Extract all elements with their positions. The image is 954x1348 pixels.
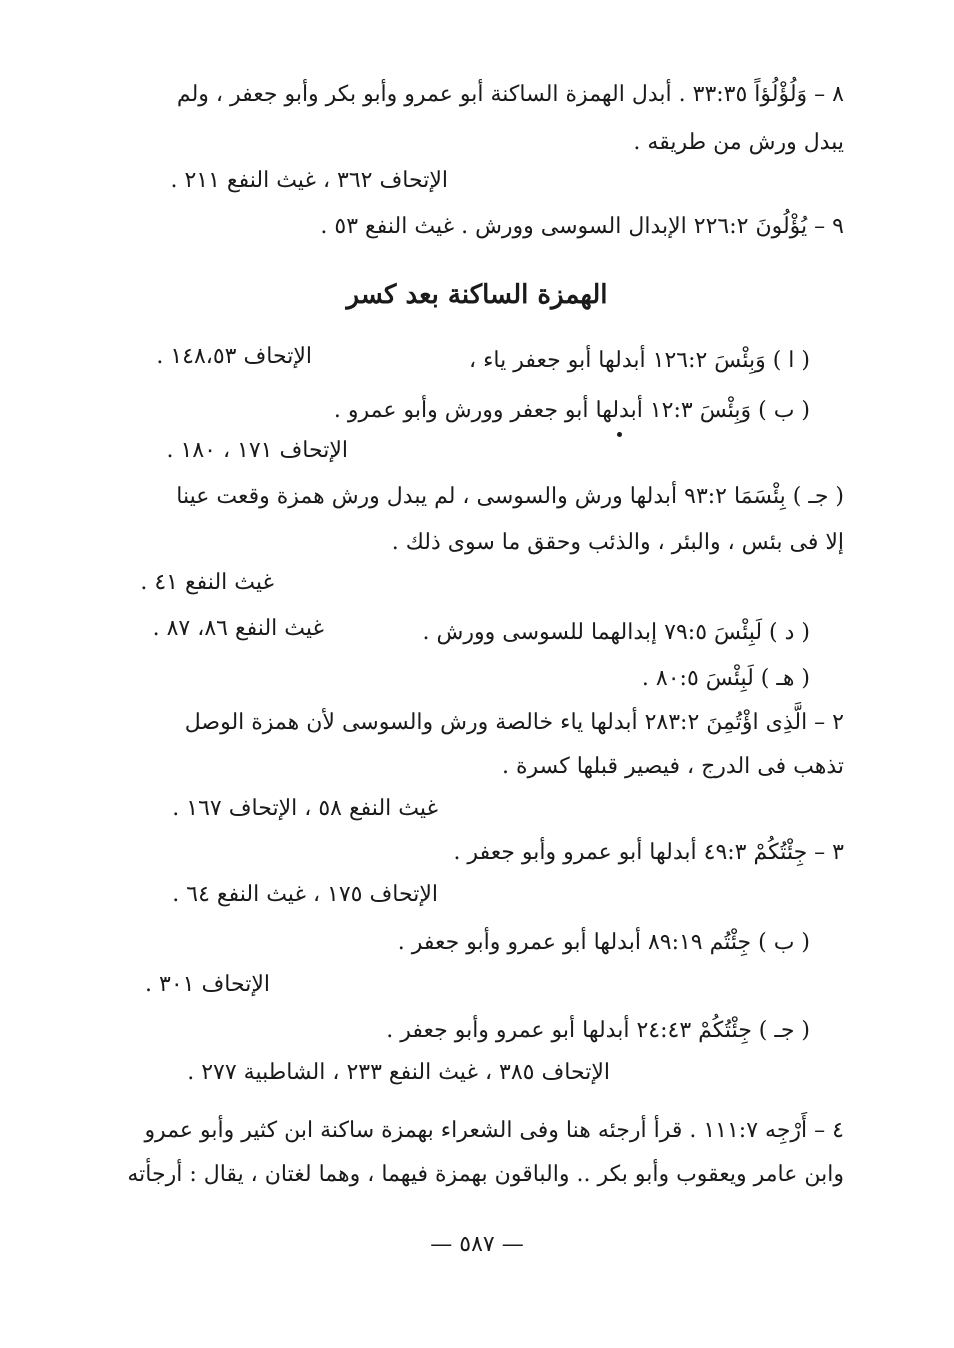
entry-1b-reference: الإتحاف ١٧١ ، ١٨٠ . bbox=[166, 438, 348, 463]
entry-1d-line: ( د ) لَبِئْسَ ٧٩:٥ إبدالهما للسوسى وورش . bbox=[422, 620, 810, 645]
page-number: — ٥٨٧ — bbox=[430, 1232, 524, 1257]
entry-1c-line-1: ( جـ ) بِئْسَمَا ٩٣:٢ أبدلها ورش والسوسى ، لم يبدل ورش همزة وقعت عينا bbox=[176, 484, 844, 509]
entry-1c-line-2: إلا فى بئس ، والبئر ، والذئب وحقق ما سوى ذلك . bbox=[391, 530, 844, 555]
entry-8-line-2: يبدل ورش من طريقه . bbox=[633, 130, 844, 155]
entry-8-line-1: ٨ – وَلُؤْلُؤاً ٣٣:٣٥ . أبدل الهمزة الساكنة أبو عمرو وأبو بكر وأبو جعفر ، ولم bbox=[176, 82, 844, 107]
entry-3c-line: ( جـ ) جِئْتُكُمْ ٢٤:٤٣ أبدلها أبو عمرو وأبو جعفر . bbox=[386, 1018, 810, 1043]
entry-1a-reference: الإتحاف ١٤٨،٥٣ . bbox=[156, 344, 312, 369]
entry-3b-reference: الإتحاف ٣٠١ . bbox=[145, 972, 270, 997]
entry-8-reference: الإتحاف ٣٦٢ ، غيث النفع ٢١١ . bbox=[170, 168, 448, 193]
stray-dot bbox=[617, 432, 622, 437]
entry-2-line-1: ٢ – الَّذِى اؤْتُمِنَ ٢٨٣:٢ أبدلها ياء خالصة ورش والسوسى لأن همزة الوصل bbox=[184, 710, 844, 735]
entry-3a-reference: الإتحاف ١٧٥ ، غيث النفع ٦٤ . bbox=[172, 882, 438, 907]
entry-2-line-2: تذهب فى الدرج ، فيصير قبلها كسرة . bbox=[501, 754, 844, 779]
entry-1c-reference: غيث النفع ٤١ . bbox=[140, 570, 274, 595]
entry-4-line-2: وابن عامر ويعقوب وأبو بكر .. والباقون بهمزة فيهما ، وهما لغتان ، يقال : أرجأته bbox=[127, 1162, 844, 1187]
entry-3c-reference: الإتحاف ٣٨٥ ، غيث النفع ٢٣٣ ، الشاطبية ٢٧٧ . bbox=[187, 1060, 610, 1085]
entry-4-line-1: ٤ – أَرْجِه ١١١:٧ . قرأ أرجئه هنا وفى الشعراء بهمزة ساكنة ابن كثير وأبو عمرو bbox=[144, 1118, 844, 1143]
section-heading: الهمزة الساكنة بعد كسر bbox=[346, 280, 608, 310]
entry-1d-reference: غيث النفع ٨٦، ٨٧ . bbox=[152, 616, 324, 641]
entry-1a-line: ( ا ) وَبِئْسَ ١٢٦:٢ أبدلها أبو جعفر ياء ، bbox=[468, 348, 810, 373]
entry-3b-line: ( ب ) جِئْتُم ٨٩:١٩ أبدلها أبو عمرو وأبو جعفر . bbox=[397, 930, 810, 955]
entry-3a-line: ٣ – جِئْتُكُمْ ٤٩:٣ أبدلها أبو عمرو وأبو جعفر . bbox=[453, 840, 844, 865]
entry-1e-line: ( هـ ) لَبِئْسَ ٨٠:٥ . bbox=[641, 666, 810, 691]
entry-1b-line: ( ب ) وَبِئْسَ ١٢:٣ أبدلها أبو جعفر وورش وأبو عمرو . bbox=[333, 398, 810, 423]
entry-9-line: ٩ – يُؤْلُونَ ٢٢٦:٢ الإبدال السوسى وورش . غيث النفع ٥٣ . bbox=[320, 214, 844, 239]
entry-2-reference: غيث النفع ٥٨ ، الإتحاف ١٦٧ . bbox=[172, 796, 438, 821]
